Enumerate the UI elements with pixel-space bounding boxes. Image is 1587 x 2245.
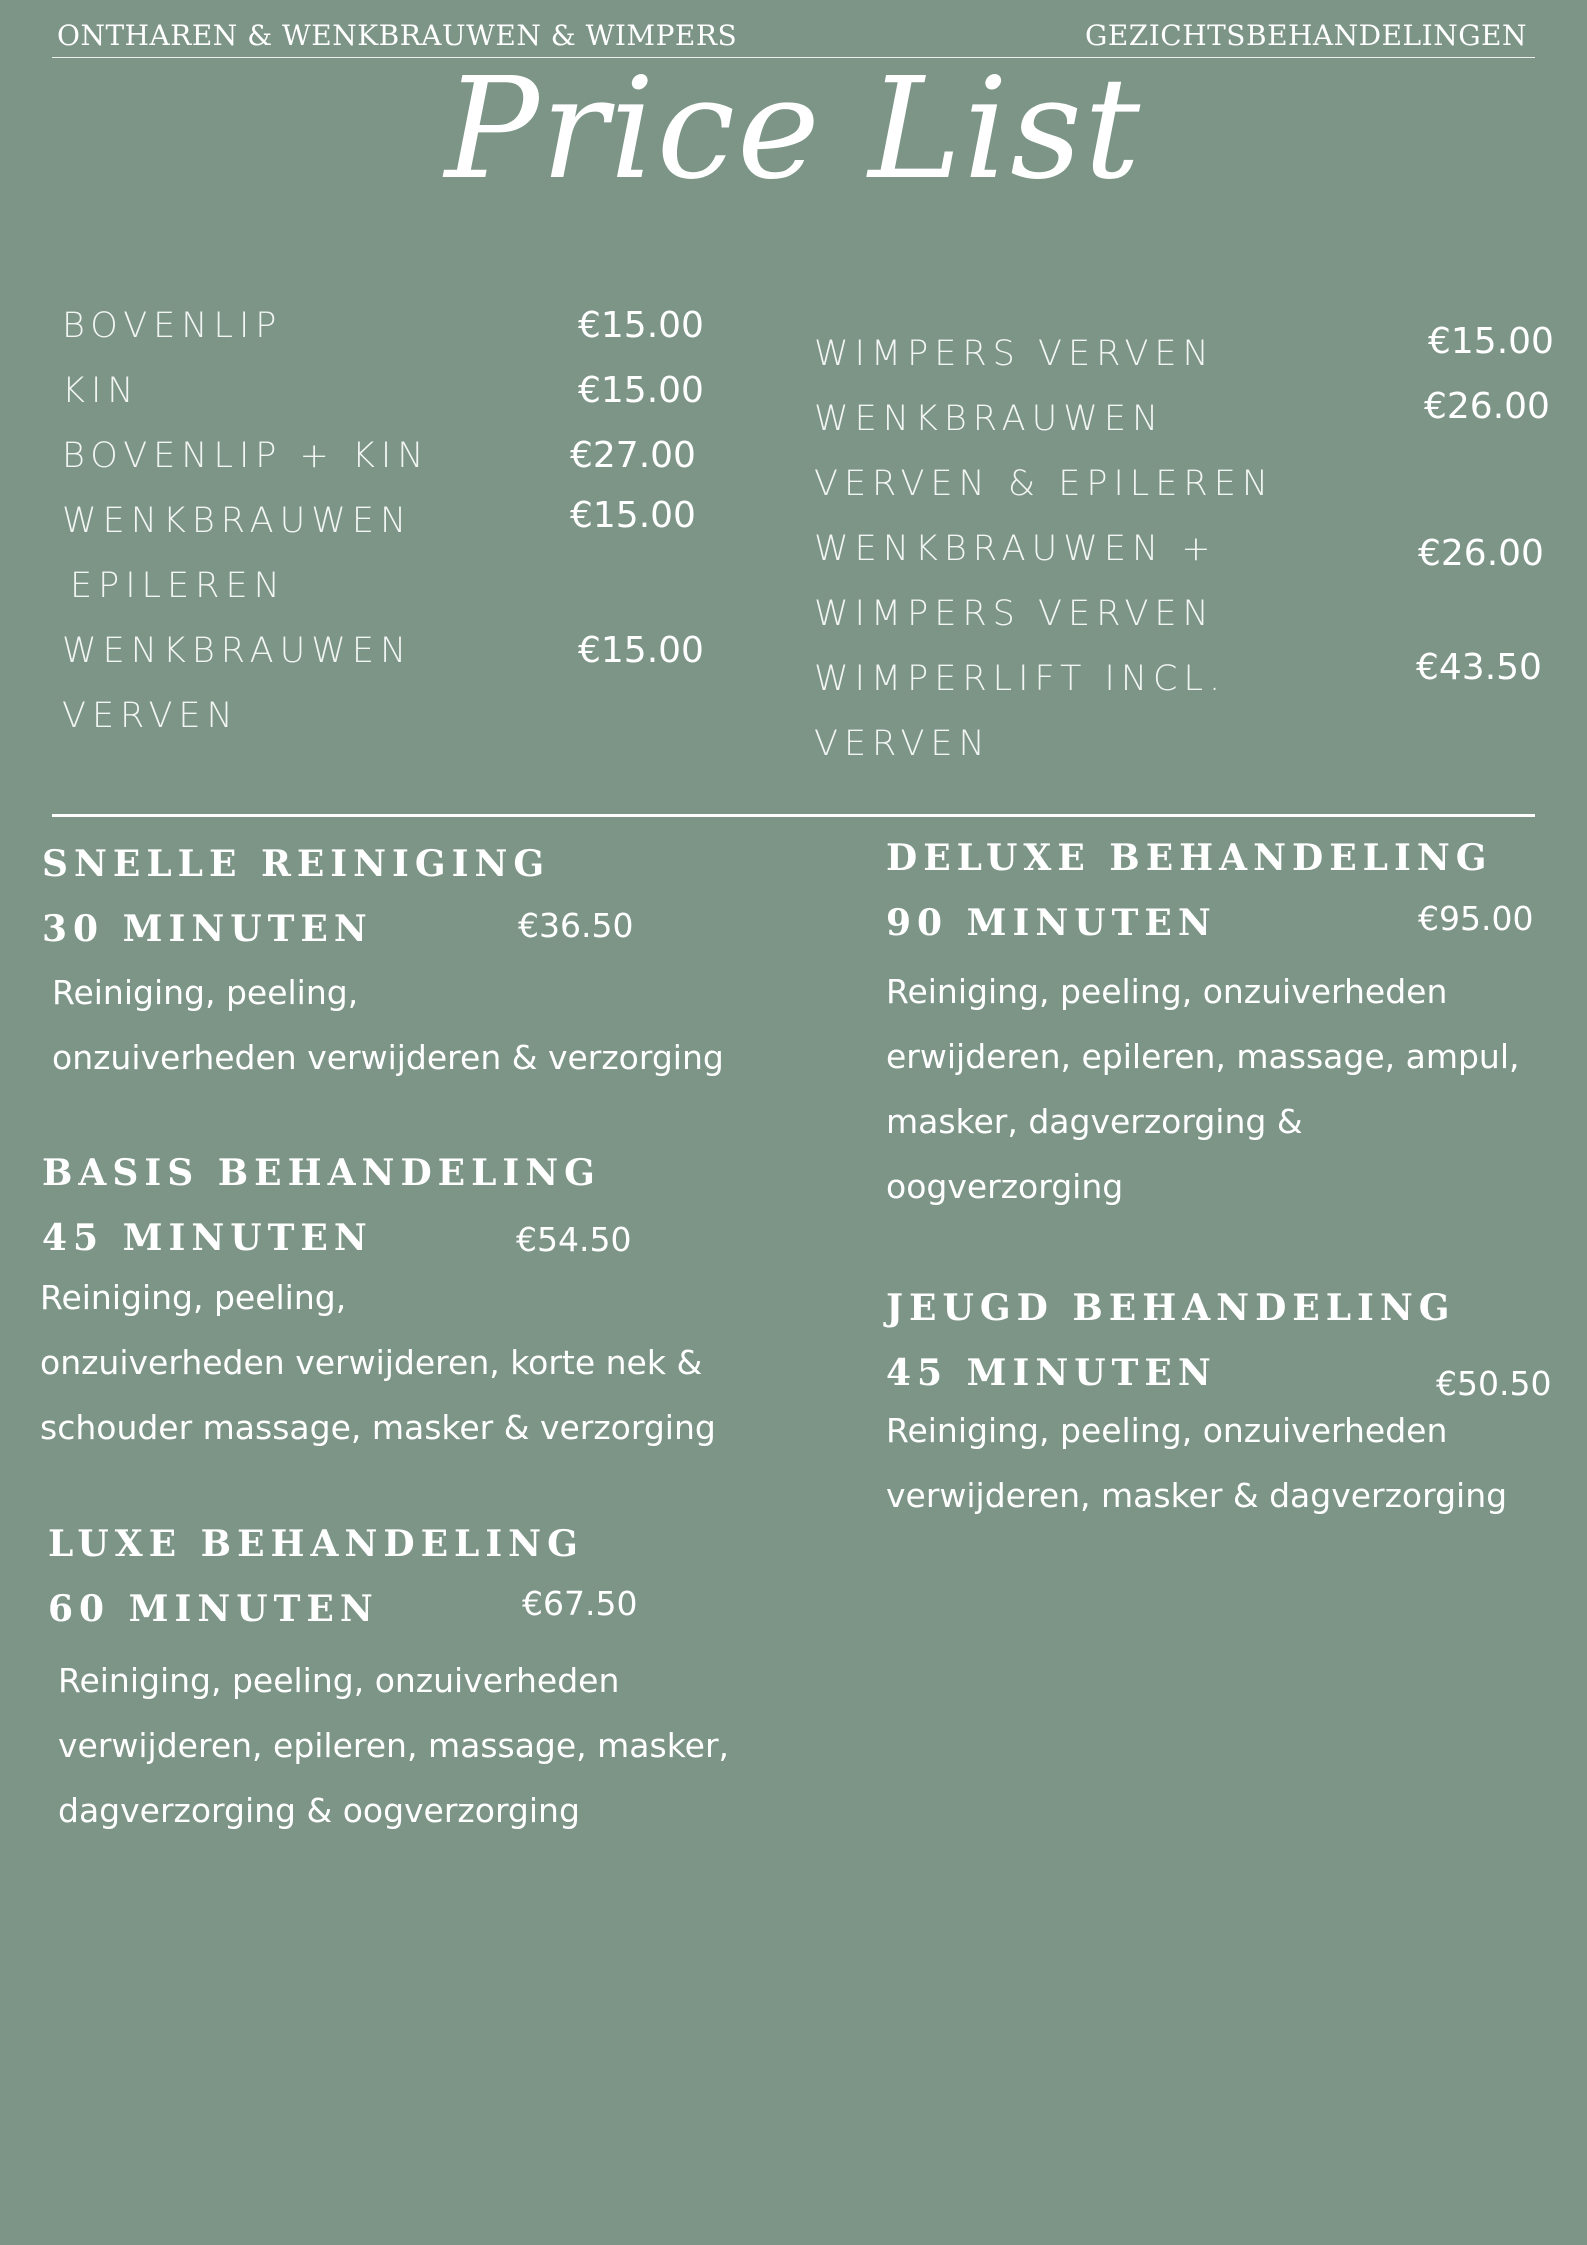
service-name: WENKBRAUWEN bbox=[62, 501, 413, 541]
section-divider bbox=[52, 814, 1535, 817]
service-name: WIMPERS VERVEN bbox=[814, 334, 1215, 374]
service-price: €15.00 bbox=[578, 305, 704, 346]
treatment-description-line: masker, dagverzorging & bbox=[886, 1102, 1303, 1141]
treatment-description-line: Reiniging, peeling, bbox=[40, 1278, 347, 1317]
service-price: €15.00 bbox=[570, 495, 696, 536]
nav-facials-link[interactable]: GEZICHTSBEHANDELINGEN bbox=[1084, 19, 1527, 52]
service-name-line2: WIMPERS VERVEN bbox=[814, 594, 1215, 634]
treatment-price: €36.50 bbox=[518, 906, 634, 945]
service-name: WENKBRAUWEN bbox=[62, 631, 413, 671]
service-price: €15.00 bbox=[578, 370, 704, 411]
service-price: €43.50 bbox=[1416, 647, 1542, 688]
treatment-duration: 30 MINUTEN bbox=[42, 908, 373, 950]
treatment-description-line: verwijderen, masker & dagverzorging bbox=[886, 1476, 1508, 1515]
treatment-description-line: erwijderen, epileren, massage, ampul, bbox=[886, 1037, 1520, 1076]
treatment-name: JEUGD BEHANDELING bbox=[886, 1287, 1456, 1329]
treatment-price: €50.50 bbox=[1436, 1364, 1552, 1403]
treatment-name: DELUXE BEHANDELING bbox=[886, 837, 1493, 879]
treatment-description-line: onzuiverheden verwijderen, korte nek & bbox=[40, 1343, 703, 1382]
treatment-description-line: dagverzorging & oogverzorging bbox=[58, 1791, 580, 1830]
treatment-name: SNELLE REINIGING bbox=[42, 843, 551, 885]
treatment-price: €54.50 bbox=[516, 1220, 632, 1259]
treatment-description-line: Reiniging, peeling, onzuiverheden bbox=[886, 972, 1448, 1011]
treatment-description-line: Reiniging, peeling, bbox=[52, 973, 359, 1012]
service-name: WENKBRAUWEN bbox=[814, 399, 1165, 439]
service-name: BOVENLIP bbox=[62, 306, 283, 346]
treatment-duration: 90 MINUTEN bbox=[886, 902, 1217, 944]
treatment-duration: 45 MINUTEN bbox=[886, 1352, 1217, 1394]
service-name-line2: VERVEN & EPILEREN bbox=[814, 464, 1275, 504]
service-name: WENKBRAUWEN + bbox=[814, 529, 1217, 569]
treatment-description-line: onzuiverheden verwijderen & verzorging bbox=[52, 1038, 724, 1077]
service-price: €26.00 bbox=[1424, 386, 1550, 427]
service-name: KIN bbox=[62, 371, 140, 411]
treatment-description-line: verwijderen, epileren, massage, masker, bbox=[58, 1726, 730, 1765]
service-price: €27.00 bbox=[570, 435, 696, 476]
service-name-line2: VERVEN bbox=[62, 696, 239, 736]
treatment-price: €95.00 bbox=[1418, 899, 1534, 938]
service-price: €15.00 bbox=[1428, 321, 1554, 362]
treatment-description-line: Reiniging, peeling, onzuiverheden bbox=[886, 1411, 1448, 1450]
treatment-description-line: oogverzorging bbox=[886, 1167, 1124, 1206]
treatment-name: LUXE BEHANDELING bbox=[48, 1523, 584, 1565]
service-price: €26.00 bbox=[1418, 533, 1544, 574]
treatment-duration: 60 MINUTEN bbox=[48, 1588, 379, 1630]
nav-waxing-link[interactable]: ONTHAREN & WENKBRAUWEN & WIMPERS bbox=[57, 19, 738, 52]
treatment-description-line: Reiniging, peeling, onzuiverheden bbox=[58, 1661, 620, 1700]
treatment-price: €67.50 bbox=[522, 1584, 638, 1623]
page-title: Price List bbox=[444, 48, 1143, 211]
service-name-line2: EPILEREN bbox=[70, 566, 286, 606]
service-name: WIMPERLIFT INCL. bbox=[814, 659, 1227, 699]
service-name: BOVENLIP + KIN bbox=[62, 436, 430, 476]
service-name-line2: VERVEN bbox=[814, 724, 991, 764]
treatment-duration: 45 MINUTEN bbox=[42, 1217, 373, 1259]
treatment-description-line: schouder massage, masker & verzorging bbox=[40, 1408, 716, 1447]
service-price: €15.00 bbox=[578, 630, 704, 671]
treatment-name: BASIS BEHANDELING bbox=[42, 1152, 601, 1194]
